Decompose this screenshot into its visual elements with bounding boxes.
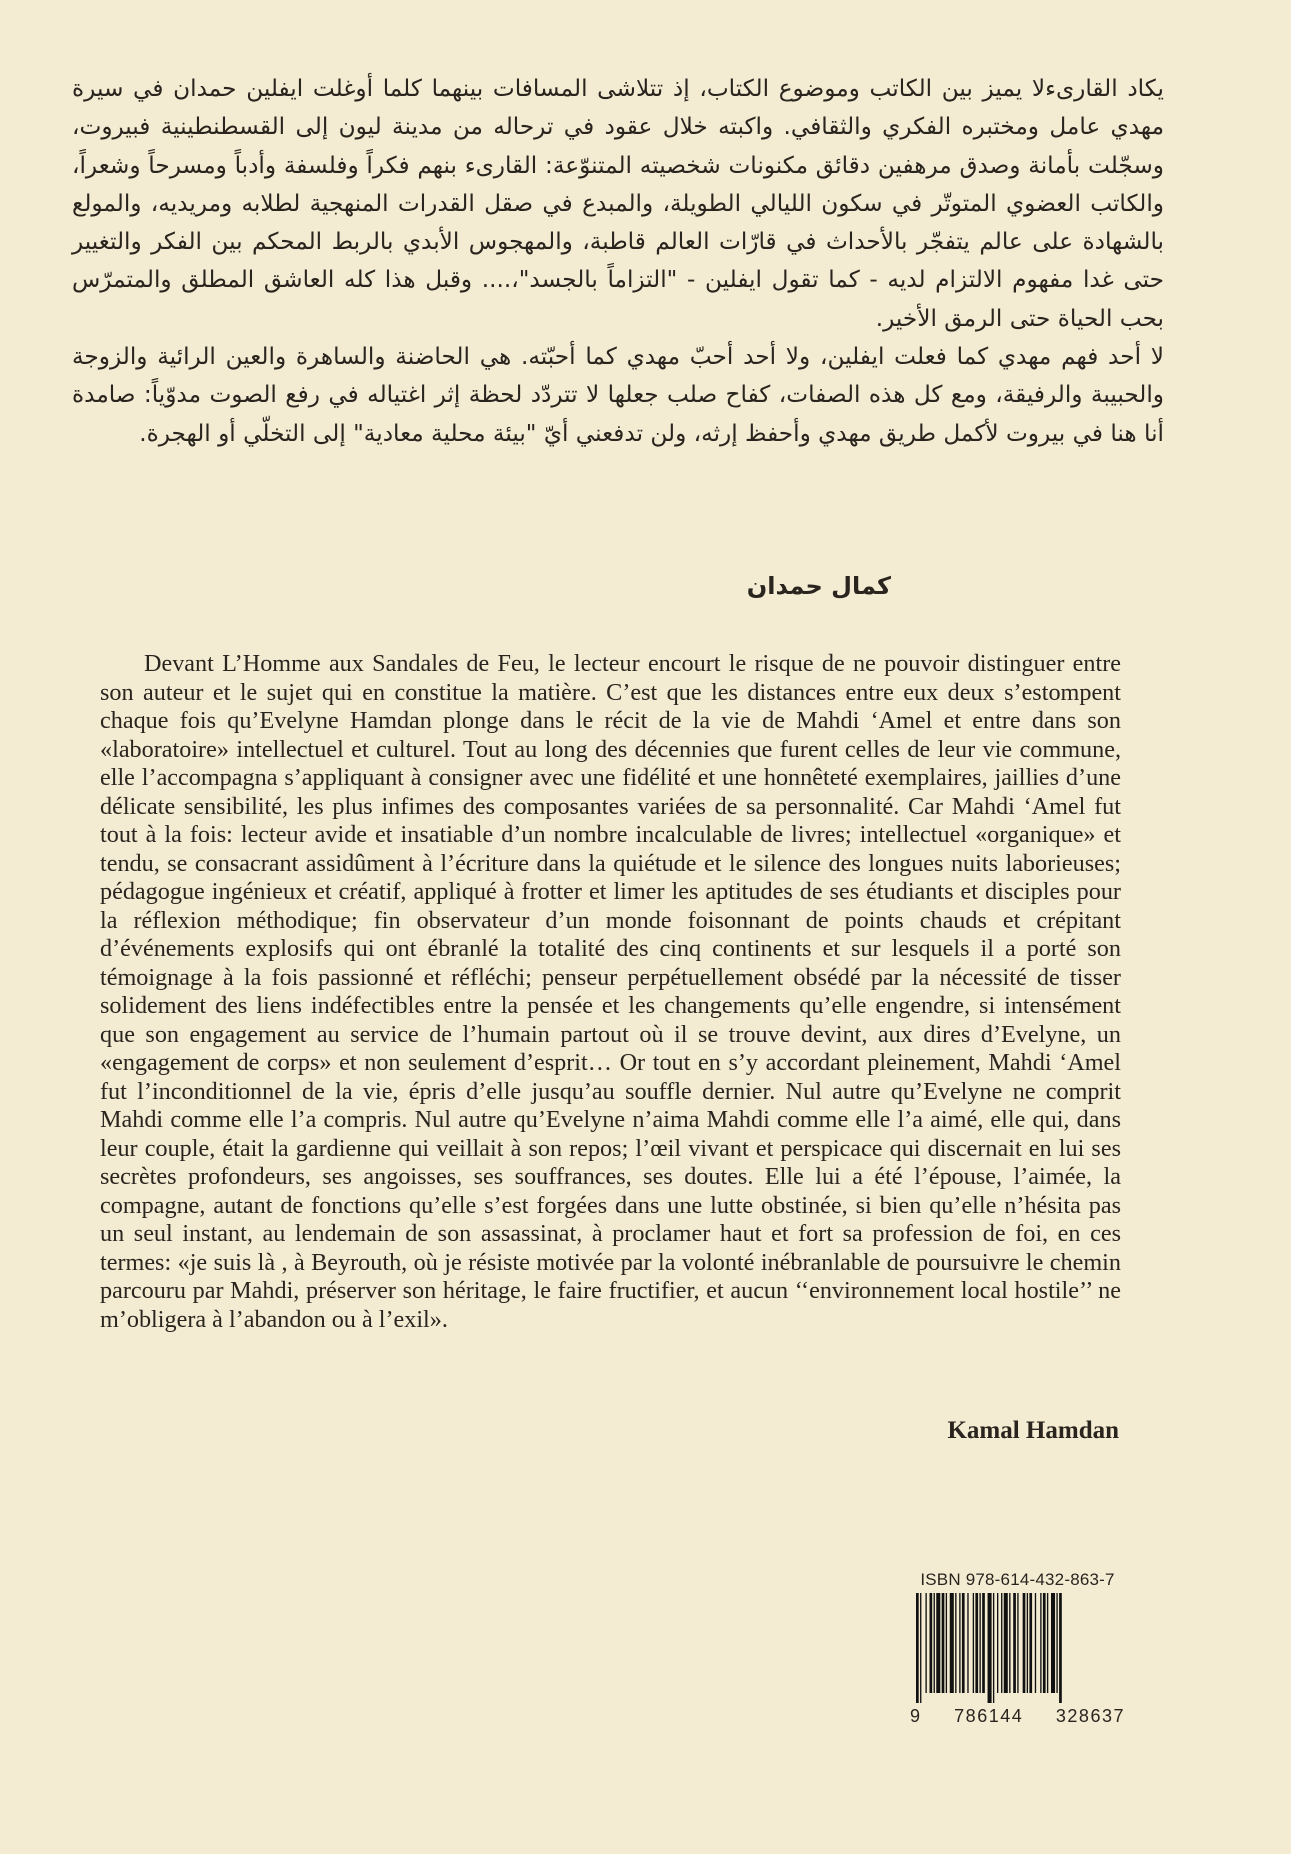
arabic-blurb [72,70,1164,453]
barcode-bar [1004,1593,1008,1693]
barcode-bar [1040,1593,1041,1693]
barcode-bar [1013,1593,1016,1693]
ean-left-digits: 786144 [954,1706,1024,1726]
barcode-bar [979,1593,980,1693]
ean-right-digits: 328637 [1055,1706,1125,1726]
barcode-bar [1035,1593,1036,1693]
barcode-bars-graphic [910,1593,1125,1703]
barcode-bar [982,1593,985,1693]
barcode-bar [993,1593,994,1703]
barcode-bar [1017,1593,1018,1693]
barcode-bar [962,1593,965,1693]
barcode-bar [942,1593,945,1693]
barcode-bar [950,1593,954,1693]
isbn-barcode [910,1569,1125,1729]
barcode-bar [1043,1593,1046,1693]
arabic-signature: كمال حمدان [746,572,891,600]
ean-digits [910,1705,1125,1727]
barcode-bar [997,1593,998,1693]
barcode-bar [975,1593,978,1693]
barcode-bar [916,1593,919,1703]
barcode-bar [936,1593,940,1693]
barcode-bar [920,1593,921,1703]
barcode-bar [1056,1593,1057,1693]
barcode-bar [967,1593,968,1693]
french-signature: Kamal Hamdan [947,1417,1119,1444]
barcode-bar [925,1593,926,1693]
isbn-label: ISBN 978-614-432-863-7 [920,1570,1115,1589]
barcode-bar [946,1593,947,1693]
barcode-bar [930,1593,933,1693]
barcode-bar [1009,1593,1010,1693]
barcode-bar [1047,1593,1048,1693]
barcode-bar [934,1593,935,1693]
barcode-bar [1029,1593,1032,1693]
barcode-bar [973,1593,974,1693]
barcode-bar [1001,1593,1002,1693]
arabic-paragraph-2: لا أحد فهم مهدي كما فعلت ايفلين، ولا أحد أحبّ مهدي كما أحبّته. هي الحاضنة والساهرة والعين الرائية والزوجة والحبيبة والرفيقة، ومع كل هذه الصفات، كفاح صلب جعلها لا تتردّد لحظة إثر اغتياله في رفع الصوت مدوّياً: صامدة أنا هنا في بيروت لأكمل طريق مهدي وأحفظ إرثه، ولن تدفعني أيّ "بيئة محلية معادية" إلى التخلّي أو الهجرة. [72,343,1164,447]
barcode-bar [1027,1593,1028,1693]
barcode-bar [1051,1593,1055,1693]
barcode-bar [955,1593,956,1693]
barcode-bar [1023,1593,1026,1693]
barcode-bar [1059,1593,1062,1703]
french-blurb: Devant L’Homme aux Sandales de Feu, le lecteur encourt le risque de ne pouvoir distinguer entre son auteur et le sujet qui en constitue la matière. C’est que les distances entre eux deux s’estompent chaque fois qu’Evelyne Hamdan plonge dans le récit de la vie de Mahdi ‘Amel et entre dans son «laboratoire» intellectuel et culturel. Tout au long des décennies que furent celles de leur vie commune, elle l’accompagna s’appliquant à consigner avec une fidélité et une honnêteté exemplaires, jaillies d’une délicate sensibilité, les plus infimes des composantes variées de sa personnalité. Car Mahdi ‘Amel fut tout à la fois: lecteur avide et insatiable d’un nombre incalculable de livres; intellectuel «organique» et tendu, se consacrant assidûment à l’écriture dans la quiétude et le silence des longues nuits laborieuses; pédagogue ingénieux et créatif, appliqué à frotter et limer les aptitudes de ses étudiants et disciples pour la réflexion méthodique; fin observateur d’un monde foisonnant de points chauds et crépitant d’événements explosifs qui ont ébranlé la totalité des cinq continents et sur lesquels il a porté son témoignage à la fois passionné et réfléchi; penseur perpétuellement obsédé par la nécessité de tisser solidement des liens indéfectibles entre la pensée et les changements qu’elle engendre, si intensément que son engagement au service de l’humain partout où il se trouve devint, aux dires d’Evelyne, un «engagement de corps» et non seulement d’esprit… Or tout en s’y accordant pleinement, Mahdi ‘Amel fut l’inconditionnel de la vie, épris d’elle jusqu’au souffle dernier. Nul autre qu’Evelyne ne comprit Mahdi comme elle l’a compris. Nul autre qu’Evelyne n’aima Mahdi comme elle l’a aimé, elle qui, dans leur couple, était la gardienne qui veillait à son repos; l’œil vivant et perspicace qui discernait en lui ses secrètes profondeurs, ses angoisses, ses souffrances, ses doutes. Elle lui a été l’épouse, l’aimée, la compagne, autant de fonctions qu’elle s’est forgées dans une lutte obstinée, si bien qu’elle n’hésita pas un seul instant, au lendemain de son assassinat, à proclamer haut et fort sa profession de foi, en ces termes: «je suis là , à Beyrouth, où je résiste motivée par la volonté inébranlable de poursuivre le chemin parcouru par Mahdi, préserver son héritage, le faire fructifier, et aucun ‘‘environnement local hostile’’ ne m’obligera à l’abandon ou à l’exil». [100,650,1121,1333]
arabic-paragraph-1: يكاد القارىءلا يميز بين الكاتب وموضوع الكتاب، إذ تتلاشى المسافات بينهما كلما أوغلت ايفلين حمدان في سيرة مهدي عامل ومختبره الفكري والثقافي. واكبته خلال عقود في ترحاله من مدينة ليون إلى القسطنطينية فبيروت، وسجّلت بأمانة وصدق مرهفين دقائق مكنونات شخصيته المتنوّعة: القارىء بنهم فكراً وفلسفة وأدباً ومسرحاً وشعراً، والكاتب العضوي المتوتّر في سكون الليالي الطويلة، والمبدع في صقل القدرات المنهجية لطلابه ومريديه، والمولع بالشهادة على عالم يتفجّر بالأحداث في قارّات العالم قاطبة، والمهجوس الأبدي بالربط المحكم بين الفكر والتغيير حتى غدا مفهوم الالتزام لديه - كما تقول ايفلين - "التزاماً بالجسد"،.... وقبل هذا كله العاشق المطلق والمتمرّس بحب الحياة حتى الرمق الأخير. [72,75,1164,332]
ean-first-digit: 9 [910,1706,922,1726]
barcode-bar [988,1593,992,1703]
barcode-bar [959,1593,960,1693]
